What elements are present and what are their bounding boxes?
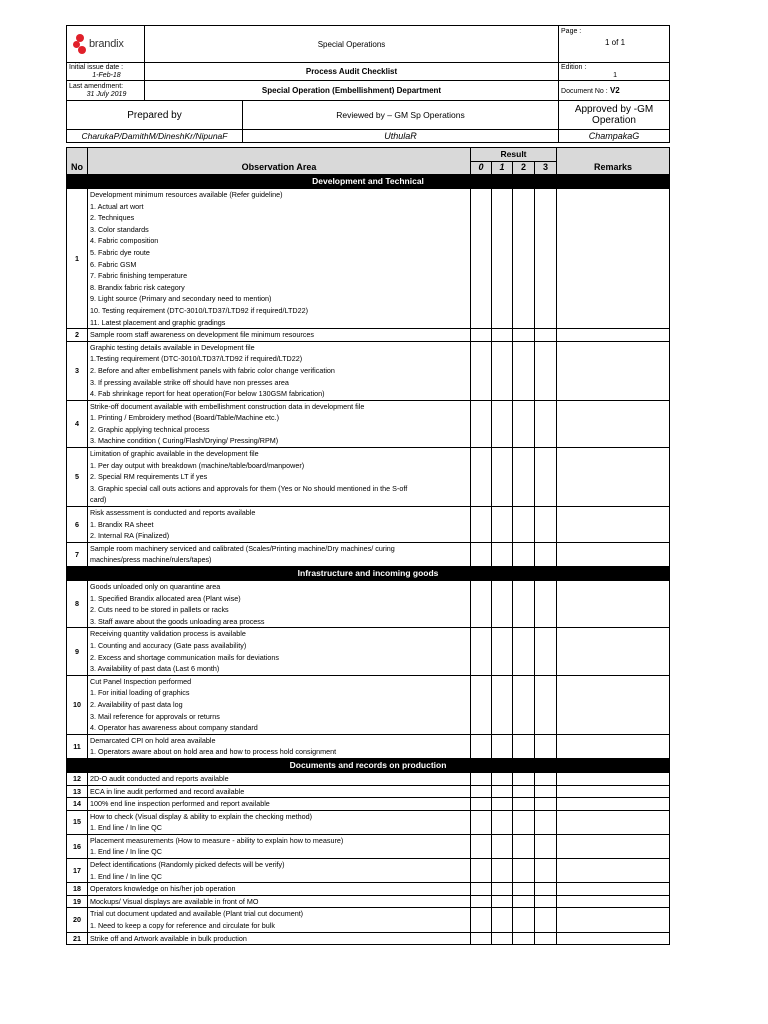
observation-line: 8. Brandix fabric risk category [90,282,185,292]
result-3-cell[interactable] [535,859,557,883]
observation-line: 1.Testing requirement (DTC-3010/LTD37/LTD92 if required/LTD22) [90,354,303,364]
observation-text [88,734,471,758]
result-1-cell[interactable] [492,895,513,908]
observation-text [88,772,471,785]
observation-text [88,810,471,834]
result-1-cell[interactable] [492,883,513,896]
page-cell [559,26,670,63]
amend-label: Last amendment: [69,82,124,90]
observation-line: 1. End line / In line QC [90,847,162,857]
table-row [67,834,670,858]
result-3-cell[interactable] [535,834,557,858]
header-table [66,25,670,143]
result-1-cell[interactable] [492,628,513,675]
observation-text [88,785,471,798]
row-number: 1 [67,189,88,329]
result-1-cell[interactable] [492,932,513,945]
row-number: 19 [67,895,88,908]
row-number: 3 [67,341,88,400]
prepared-names: CharukaP/DamithM/DineshKr/NipunaF [67,130,243,143]
remarks-cell[interactable] [557,341,670,400]
result-2-cell[interactable] [513,883,535,896]
checklist-title: Process Audit Checklist [145,63,559,81]
result-0-cell[interactable] [471,932,492,945]
table-row [67,734,670,758]
result-1-cell[interactable] [492,581,513,628]
table-row [67,895,670,908]
observation-line: Operators knowledge on his/her job operation [90,884,236,894]
result-2-cell[interactable] [513,908,535,932]
table-row [67,507,670,543]
result-3-cell[interactable] [535,581,557,628]
result-0-cell[interactable] [471,834,492,858]
result-2-cell[interactable] [513,810,535,834]
observation-text [88,895,471,908]
result-0-cell[interactable] [471,785,492,798]
result-0-cell[interactable] [471,400,492,447]
observation-line: 1. Operators aware about on hold area and how to process hold consignment [90,747,337,757]
row-number: 21 [67,932,88,945]
remarks-cell[interactable] [557,400,670,447]
approved-label: Approved by -GM Operation [559,101,670,130]
result-3-cell[interactable] [535,448,557,507]
row-number: 15 [67,810,88,834]
observation-line: ECA in line audit performed and record available [90,786,245,796]
docno-cell [559,81,670,101]
observation-line: 1. Counting and accuracy (Gate pass availability) [90,640,247,650]
section-title: Documents and records on production [67,758,670,772]
prepared-label: Prepared by [67,101,243,130]
table-row [67,189,670,329]
result-1-cell[interactable] [492,734,513,758]
observation-line: machines/press machine/rulers/tapes) [90,555,212,565]
observation-text [88,400,471,447]
remarks-cell[interactable] [557,772,670,785]
row-number: 5 [67,448,88,507]
col-observation: Observation Area [88,148,471,175]
edition-cell [559,63,670,81]
result-2-cell[interactable] [513,581,535,628]
observation-line: 4. Operator has awareness about company standard [90,723,258,733]
remarks-cell[interactable] [557,785,670,798]
col-remarks: Remarks [557,148,670,175]
observation-line: Limitation of graphic available in the development file [90,449,259,459]
approved-names: ChampakaG [559,130,670,143]
result-3-cell[interactable] [535,507,557,543]
result-1-cell[interactable] [492,834,513,858]
observation-line: 3. Mail reference for approvals or returns [90,711,220,721]
col-no: No [67,148,88,175]
observation-line: 10. Testing requirement (DTC-3010/LTD37/LTD92 if required/LTD22) [90,305,308,315]
reviewed-names: UthulaR [243,130,559,143]
result-1-cell[interactable] [492,859,513,883]
reviewed-label: Reviewed by – GM Sp Operations [243,101,559,130]
logo-text: brandix [89,38,124,50]
result-3-cell[interactable] [535,400,557,447]
observation-text [88,834,471,858]
result-3-cell[interactable] [535,189,557,329]
result-3-cell[interactable] [535,675,557,734]
result-2-cell[interactable] [513,341,535,400]
row-number: 14 [67,798,88,811]
result-1-cell[interactable] [492,329,513,342]
observation-line: 1. For initial loading of graphics [90,688,190,698]
result-1-cell[interactable] [492,542,513,566]
result-0-cell[interactable] [471,810,492,834]
checklist-sheet [66,25,669,945]
result-2-cell[interactable] [513,785,535,798]
result-3-cell[interactable] [535,542,557,566]
result-0-cell[interactable] [471,448,492,507]
result-2-cell[interactable] [513,542,535,566]
result-2-cell[interactable] [513,772,535,785]
observation-text [88,883,471,896]
result-1-cell[interactable] [492,341,513,400]
observation-text [88,341,471,400]
observation-line: Sample room staff awareness on development file minimum resources [90,330,314,340]
observation-line: Trial cut document updated and available (Plant trial cut document) [90,909,304,919]
observation-line: Sample room machinery serviced and calibrated (Scales/Printing machine/Dry machines/ curing [90,543,395,553]
observation-line: 4. Fabric composition [90,236,159,246]
row-number: 6 [67,507,88,543]
observation-line: 11. Latest placement and graphic gradings [90,317,226,327]
observation-text [88,628,471,675]
remarks-cell[interactable] [557,810,670,834]
section-header [67,175,670,189]
observation-line: 2. Graphic applying technical process [90,424,210,434]
result-3-cell[interactable] [535,329,557,342]
col-result: Result [471,148,557,162]
table-row [67,785,670,798]
result-3-cell[interactable] [535,341,557,400]
observation-line: 3. Availability of past data (Last 6 month) [90,664,220,674]
result-1-cell[interactable] [492,448,513,507]
observation-line: 2. Availability of past data log [90,699,183,709]
observation-line: How to check (Visual display & ability to explain the checking method) [90,811,312,821]
row-number: 17 [67,859,88,883]
table-row [67,628,670,675]
result-1-cell[interactable] [492,810,513,834]
observation-text [88,675,471,734]
col-result-2: 2 [513,162,535,175]
observation-line: 3. Machine condition ( Curing/Flash/Drying/ Pressing/RPM) [90,436,279,446]
result-1-cell[interactable] [492,798,513,811]
table-row [67,329,670,342]
result-1-cell[interactable] [492,507,513,543]
observation-line: 6. Fabric GSM [90,259,137,269]
observation-text [88,908,471,932]
observation-line: Strike-off document available with embellishment construction data in development file [90,401,365,411]
observation-line: 1. End line / In line QC [90,871,162,881]
remarks-cell[interactable] [557,798,670,811]
observation-line: 2. Techniques [90,213,135,223]
amend-cell [67,81,145,101]
result-3-cell[interactable] [535,772,557,785]
table-row [67,908,670,932]
edition-value: 1 [613,71,617,79]
page-label: Page : [561,28,582,35]
result-2-cell[interactable] [513,798,535,811]
observation-line: Demarcated CPI on hold area available [90,735,216,745]
observation-line: 2. Excess and shortage communication mails for deviations [90,652,279,662]
observation-line: 2D-O audit conducted and reports available [90,773,229,783]
result-3-cell[interactable] [535,908,557,932]
logo-cell [67,26,145,63]
table-row [67,400,670,447]
remarks-cell[interactable] [557,329,670,342]
result-0-cell[interactable] [471,189,492,329]
row-number: 12 [67,772,88,785]
remarks-cell[interactable] [557,834,670,858]
remarks-cell[interactable] [557,448,670,507]
section-title: Infrastructure and incoming goods [67,567,670,581]
observation-line: 1. Need to keep a copy for reference and circulate for bulk [90,921,275,931]
observation-line: 2. Before and after embellishment panels with fabric color change verification [90,365,335,375]
result-2-cell[interactable] [513,189,535,329]
observation-line: 2. Special RM requirements LT if yes [90,472,208,482]
observation-line: Placement measurements (How to measure - ability to explain how to measure) [90,835,344,845]
result-0-cell[interactable] [471,675,492,734]
observation-line: 9. Light source (Primary and secondary need to mention) [90,294,272,304]
result-1-cell[interactable] [492,400,513,447]
row-number: 11 [67,734,88,758]
remarks-cell[interactable] [557,734,670,758]
observation-table [66,147,670,945]
observation-line: 1. Specified Brandix allocated area (Plant wise) [90,593,241,603]
result-0-cell[interactable] [471,734,492,758]
observation-line: 4. Fab shrinkage report for heat operation(For below 130GSM fabrication) [90,389,325,399]
section-header [67,567,670,581]
observation-line: 1. Per day output with breakdown (machine/table/board/manpower) [90,460,305,470]
brandix-logo-icon [73,34,87,54]
result-0-cell[interactable] [471,895,492,908]
result-2-cell[interactable] [513,734,535,758]
initial-value: 1-Feb-18 [92,71,121,79]
result-0-cell[interactable] [471,772,492,785]
remarks-cell[interactable] [557,895,670,908]
observation-text [88,507,471,543]
result-3-cell[interactable] [535,932,557,945]
table-row [67,448,670,507]
observation-line: 100% end line inspection performed and report available [90,799,270,809]
table-row [67,581,670,628]
edition-label: Edition : [561,63,587,71]
dept-title: Special Operation (Embellishment) Department [145,81,559,101]
observation-line: Mockups/ Visual displays are available in front of MO [90,896,259,906]
result-3-cell[interactable] [535,810,557,834]
observation-line: 1. Brandix RA sheet [90,519,154,529]
result-2-cell[interactable] [513,932,535,945]
result-0-cell[interactable] [471,883,492,896]
page-value: 1 of 1 [605,38,626,47]
result-2-cell[interactable] [513,400,535,447]
row-number: 2 [67,329,88,342]
row-number: 10 [67,675,88,734]
remarks-cell[interactable] [557,542,670,566]
observation-line: 3. Staff aware about the goods unloading area process [90,616,265,626]
table-row [67,810,670,834]
observation-line: 1. End line / In line QC [90,823,162,833]
observation-line: Receiving quantity validation process is available [90,629,246,639]
result-3-cell[interactable] [535,628,557,675]
remarks-cell[interactable] [557,883,670,896]
observation-text [88,581,471,628]
observation-text [88,542,471,566]
observation-line: card) [90,495,107,505]
observation-line: Development minimum resources available (Refer guideline) [90,190,283,199]
row-number: 16 [67,834,88,858]
remarks-cell[interactable] [557,189,670,329]
result-0-cell[interactable] [471,581,492,628]
table-row [67,883,670,896]
result-0-cell[interactable] [471,507,492,543]
result-1-cell[interactable] [492,189,513,329]
result-3-cell[interactable] [535,895,557,908]
col-result-3: 3 [535,162,557,175]
initial-label: Initial issue date : [69,63,124,71]
table-row [67,772,670,785]
observation-text [88,859,471,883]
observation-line: Risk assessment is conducted and reports available [90,508,256,518]
result-0-cell[interactable] [471,329,492,342]
result-2-cell[interactable] [513,834,535,858]
result-3-cell[interactable] [535,798,557,811]
docno-value: V2 [609,85,620,95]
observation-text [88,932,471,945]
result-0-cell[interactable] [471,908,492,932]
observation-text [88,189,471,329]
observation-line: 3. If pressing available strike off should have non presses area [90,377,289,387]
col-result-0: 0 [471,162,492,175]
observation-line: 1. Printing / Embroidery method (Board/Table/Machine etc.) [90,413,279,423]
result-0-cell[interactable] [471,859,492,883]
table-row [67,675,670,734]
initial-cell [67,63,145,81]
result-0-cell[interactable] [471,542,492,566]
observation-line: Strike off and Artwork available in bulk production [90,933,247,943]
observation-text [88,448,471,507]
remarks-cell[interactable] [557,581,670,628]
result-0-cell[interactable] [471,341,492,400]
table-row [67,341,670,400]
result-2-cell[interactable] [513,895,535,908]
row-number: 8 [67,581,88,628]
observation-line: 5. Fabric dye route [90,247,150,257]
observation-line: 2. Cuts need to be stored in pallets or racks [90,605,229,615]
dept-top: Special Operations [145,26,559,63]
result-2-cell[interactable] [513,628,535,675]
remarks-cell[interactable] [557,859,670,883]
row-number: 13 [67,785,88,798]
result-1-cell[interactable] [492,675,513,734]
row-number: 7 [67,542,88,566]
table-row [67,542,670,566]
observation-line: 7. Fabric finishing temperature [90,271,188,281]
observation-line: 3. Graphic special call outs actions and approvals for them (Yes or No should mentioned in the S-off [90,483,408,493]
section-header [67,758,670,772]
observation-line: Defect identifications (Randomly picked defects will be verify) [90,860,285,870]
observation-line: Goods unloaded only on quarantine area [90,582,221,591]
result-2-cell[interactable] [513,507,535,543]
observation-line: 1. Actual art wort [90,201,144,211]
result-2-cell[interactable] [513,329,535,342]
table-row [67,859,670,883]
result-0-cell[interactable] [471,628,492,675]
result-1-cell[interactable] [492,908,513,932]
observation-line: 3. Color standards [90,224,149,234]
remarks-cell[interactable] [557,675,670,734]
docno-label: Document No : [561,87,608,95]
result-1-cell[interactable] [492,785,513,798]
table-row [67,798,670,811]
row-number: 4 [67,400,88,447]
row-number: 20 [67,908,88,932]
result-0-cell[interactable] [471,798,492,811]
result-1-cell[interactable] [492,772,513,785]
observation-text [88,798,471,811]
table-row [67,932,670,945]
remarks-cell[interactable] [557,908,670,932]
remarks-cell[interactable] [557,932,670,945]
result-2-cell[interactable] [513,675,535,734]
remarks-cell[interactable] [557,628,670,675]
row-number: 18 [67,883,88,896]
section-title: Development and Technical [67,175,670,189]
result-3-cell[interactable] [535,883,557,896]
observation-text [88,329,471,342]
result-3-cell[interactable] [535,785,557,798]
observation-line: Cut Panel Inspection performed [90,676,192,686]
remarks-cell[interactable] [557,507,670,543]
row-number: 9 [67,628,88,675]
observation-line: 2. Internal RA (Finalized) [90,531,170,541]
amend-value: 31 July 2019 [86,90,127,98]
result-3-cell[interactable] [535,734,557,758]
observation-line: Graphic testing details available in Development file [90,342,255,352]
result-2-cell[interactable] [513,859,535,883]
result-2-cell[interactable] [513,448,535,507]
col-result-1: 1 [492,162,513,175]
